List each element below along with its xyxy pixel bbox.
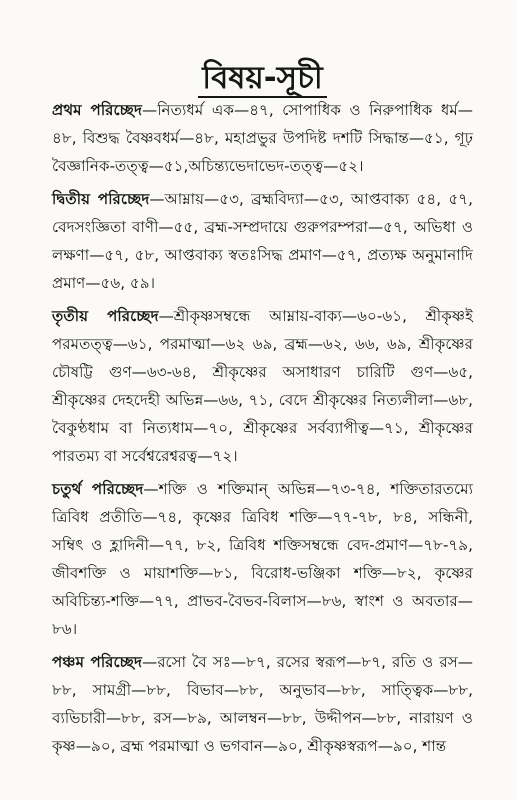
section-paragraph <box>52 648 473 760</box>
section-paragraph <box>52 185 473 297</box>
section-chapter-5 <box>52 648 473 760</box>
chapter-contents: —আম্নায়—৫৩, ব্রহ্মবিদ্যা—৫৩, আপ্তবাক্য ৫৪, ৫৭, বেদসংজ্ঞিতা বাণী—৫৫, ব্রহ্ম-সম্প্রদায়ে গুরুপরম্পরা—৫৭, অভিধা ও লক্ষণা—৫৭, ৫৮, আপ্তবাক্য স্বতঃসিদ্ধ প্রমাণ—৫৭, প্রত্যক্ষ অনুমানাদি প্রমাণ—৫৬, ৫৯। <box>52 190 473 292</box>
title-area <box>52 0 473 96</box>
chapter-heading: প্রথম পরিচ্ছেদ <box>52 101 143 119</box>
chapter-contents: —রসো বৈ সঃ—৮৭, রসের স্বরূপ—৮৭, রতি ও রস—৮৮, সামগ্রী—৮৮, বিভাব—৮৮, অনুভাব—৮৮, সাত্ত্বিক—৮৮, ব্যভিচারী—৮৮, রস—৮৯, আলম্বন—৮৮, উদ্দীপন—৮৮, নারায়ণ ও কৃষ্ণ—৯০, ব্রহ্ম পরমাত্মা ও ভগবান—৯০, শ্রীকৃষ্ণস্বরূপ—৯০, শান্ত <box>52 653 473 755</box>
chapter-heading: দ্বিতীয় পরিচ্ছেদ <box>52 190 150 208</box>
section-paragraph <box>52 302 473 470</box>
chapter-heading: তৃতীয় পরিচ্ছেদ <box>52 307 159 325</box>
chapter-contents: —নিত্যধর্ম এক—৪৭, সোপাধিক ও নিরুপাধিক ধর্ম—৪৮, বিশুদ্ধ বৈষ্ণবধর্ম—৪৮, মহাপ্রভুর উপদিষ্ট দশটি সিদ্ধান্ত—৫১, গূঢ় বৈজ্ঞানিক-তত্ত্ব—৫১,অচিন্ত্যভেদাভেদ-তত্ত্ব—৫২। <box>52 101 473 175</box>
section-paragraph <box>52 475 473 643</box>
section-chapter-3 <box>52 302 473 470</box>
section-chapter-4 <box>52 475 473 643</box>
section-chapter-2 <box>52 185 473 297</box>
page-title: বিষয়-সূচী <box>198 62 326 98</box>
chapter-contents: —শক্তি ও শক্তিমান্ অভিন্ন—৭৩-৭৪, শক্তিতারতম্যে ত্রিবিধ প্রতীতি—৭৪, কৃষ্ণের ত্রিবিধ শক্তি—৭৭-৭৮, ৮৪, সন্ধিনী, সম্বিৎ ও হ্লাদিনী—৭৭, ৮২, ত্রিবিধ শক্তিসম্বন্ধে বেদ-প্রমাণ—৭৮-৭৯, জীবশক্তি ও মায়াশক্তি—৮১, বিরোধ-ভঞ্জিকা শক্তি—৮২, কৃষ্ণের অবিচিন্ত্য-শক্তি—৭৭, প্রাভব-বৈভব-বিলাস—৮৬, স্বাংশ ও অবতার—৮৬। <box>52 480 473 638</box>
chapter-heading: পঞ্চম পরিচ্ছেদ <box>52 653 142 671</box>
section-paragraph <box>52 96 473 180</box>
chapter-contents: —শ্রীকৃষ্ণসম্বন্ধে আম্নায়-বাক্য—৬০-৬১, শ্রীকৃষ্ণই পরমতত্ত্ব—৬১, পরমাত্মা—৬২ ৬৯, ব্রহ্ম—৬২, ৬৬, ৬৯, শ্রীকৃষ্ণের চৌষট্টি গুণ—৬৩-৬৪, শ্রীকৃষ্ণের অসাধারণ চারিটি গুণ—৬৫, শ্রীকৃষ্ণের দেহদেহী অভিন্ন—৬৬, ৭১, বেদে শ্রীকৃষ্ণের নিত্যলীলা—৬৮, বৈকুণ্ঠধাম বা নিত্যধাম—৭০, শ্রীকৃষ্ণের সর্বব্যাপীত্ব—৭১, শ্রীকৃষ্ণের পারতম্য বা সর্বেশ্বরেশ্বরত্ব—৭২। <box>52 307 473 465</box>
chapter-heading: চতুর্থ পরিচ্ছেদ <box>52 480 144 498</box>
section-chapter-1 <box>52 96 473 180</box>
